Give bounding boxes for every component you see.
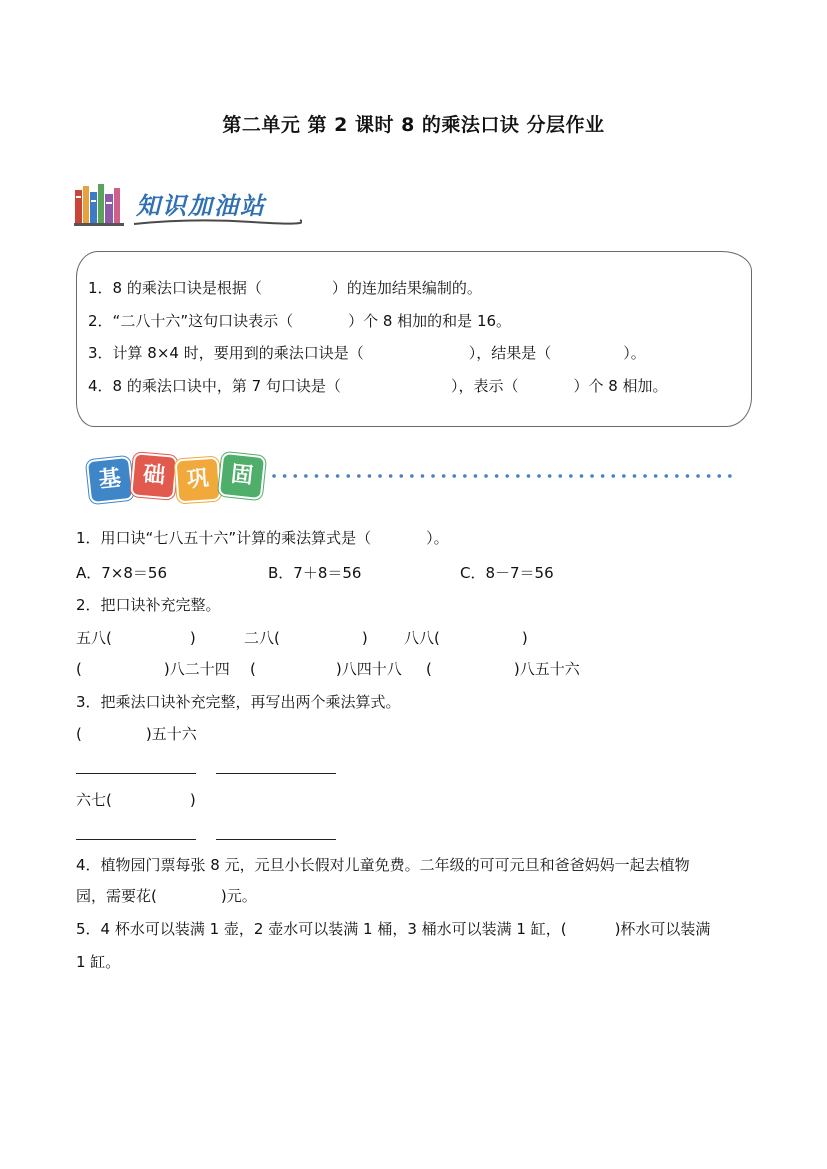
basic-q1-stem: 1．用口诀“七八五十六”计算的乘法算式是（ ）。 <box>76 529 449 547</box>
q2-row1-item1: 五八( ) <box>76 629 196 647</box>
option-c[interactable]: C．8－7＝56 <box>460 564 554 582</box>
q2-row2-item2: ( )八四十八 <box>250 660 402 678</box>
basic-q4-line2: 园，需要花( )元。 <box>76 887 257 905</box>
basic-q4-line1: 4．植物园门票每张 8 元，元旦小长假对儿童免费。二年级的可可元旦和爸爸妈妈一起去植物 <box>76 856 690 874</box>
page-title: 第二单元 第 2 课时 8 的乘法口诀 分层作业 <box>222 114 605 136</box>
badge-2: 础 <box>130 452 178 500</box>
q2-row2-item1: ( )八二十四 <box>76 660 230 678</box>
answer-line[interactable] <box>216 839 336 840</box>
q2-row2-item3: ( )八五十六 <box>426 660 580 678</box>
badge-4: 固 <box>218 452 266 500</box>
knowledge-q2: 2．“二八十六”这句口诀表示（ ）个 8 相加的和是 16。 <box>88 312 512 330</box>
knowledge-q1: 1．8 的乘法口诀是根据（ ）的连加结果编制的。 <box>88 279 482 297</box>
basic-q5-line2: 1 缸。 <box>76 953 121 971</box>
basic-q2-stem: 2．把口诀补充完整。 <box>76 596 221 614</box>
q2-row1-item3: 八八( ) <box>404 629 528 647</box>
q3-item1: ( )五十六 <box>76 725 197 743</box>
knowledge-header-title: 知识加油站 <box>136 192 266 220</box>
knowledge-q4: 4．8 的乘法口诀中，第 7 句口诀是（ ），表示（ ）个 8 相加。 <box>88 377 668 395</box>
books-icon <box>74 182 126 226</box>
underline-swoosh <box>132 216 302 228</box>
q3-item2: 六七( ) <box>76 791 196 809</box>
basic-q3-stem: 3．把乘法口诀补充完整，再写出两个乘法算式。 <box>76 693 401 711</box>
q2-row1-item2: 二八( ) <box>244 629 368 647</box>
option-a[interactable]: A．7×8＝56 <box>76 564 168 582</box>
knowledge-header <box>74 180 304 230</box>
basic-q5-line1: 5．4 杯水可以装满 1 壶，2 壶水可以装满 1 桶，3 桶水可以装满 1 缸，( )杯水可以装满 <box>76 920 711 938</box>
answer-line[interactable] <box>76 773 196 774</box>
knowledge-q3: 3．计算 8×4 时，要用到的乘法口诀是（ ），结果是（ ）。 <box>88 344 646 362</box>
answer-line[interactable] <box>76 839 196 840</box>
option-b[interactable]: B．7＋8＝56 <box>268 564 362 582</box>
badge-3: 巩 <box>175 457 222 504</box>
badge-1: 基 <box>86 456 134 504</box>
answer-line[interactable] <box>216 773 336 774</box>
dotted-divider <box>272 472 742 480</box>
